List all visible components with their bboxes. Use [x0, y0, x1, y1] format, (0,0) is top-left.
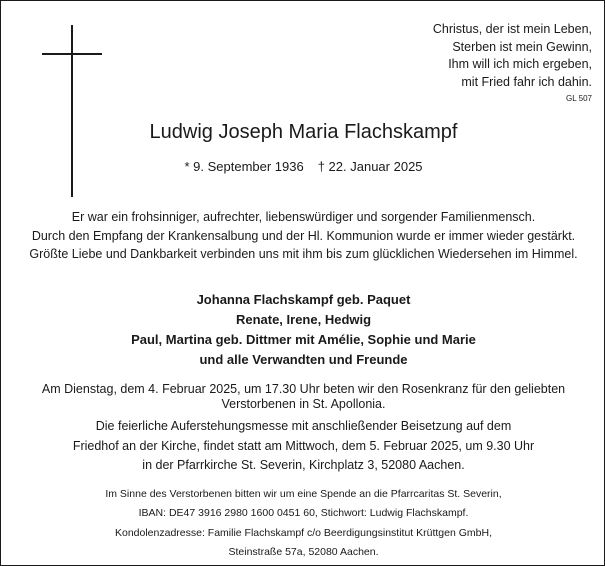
- rosary-line: Am Dienstag, dem 4. Februar 2025, um 17.30 Uhr beten wir den Rosenkranz für den geliebten: [41, 382, 566, 396]
- life-dates: [1, 159, 605, 174]
- mourner-line: Johanna Flachskampf geb. Paquet: [196, 292, 411, 307]
- donation-line: IBAN: DE47 3916 2980 1600 0451 60, Stichwort: Ludwig Flachskampf.: [138, 507, 469, 520]
- donation-line: Steinstraße 57a, 52080 Aachen.: [228, 545, 379, 558]
- mourners-list: [1, 290, 605, 370]
- mourner-line: Renate, Irene, Hedwig: [235, 312, 372, 327]
- verse-line: Ihm will ich mich ergeben,: [448, 57, 592, 71]
- donation-line: Im Sinne des Verstorbenen bitten wir um eine Spende an die Pfarrcaritas St. Severin,: [105, 488, 502, 500]
- verse-reference: GL 507: [566, 94, 592, 103]
- mourner-line: Paul, Martina geb. Dittmer mit Amélie, Sophie und Marie: [131, 332, 476, 347]
- mass-line: in der Pfarrkirche St. Severin, Kirchplatz 3, 52080 Aachen.: [142, 458, 465, 472]
- donation-info: [1, 485, 605, 562]
- verse-line: mit Fried fahr ich dahin.: [461, 74, 592, 89]
- mass-line: Friedhof an der Kirche, findet statt am Mittwoch, dem 5. Februar 2025, um 9.30 Uhr: [72, 438, 535, 453]
- verse-line: Christus, der ist mein Leben,: [432, 22, 592, 36]
- deceased-name: Ludwig Joseph Maria Flachskampf: [149, 121, 458, 143]
- verse-line: Sterben ist mein Gewinn,: [452, 39, 592, 54]
- tribute-line: Er war ein frohsinniger, aufrechter, liebenswürdiger und sorgender Familienmensch.: [71, 210, 536, 224]
- service-details: [1, 382, 605, 476]
- bible-verse: [433, 21, 592, 91]
- tribute-line: Durch den Empfang der Krankensalbung und der Hl. Kommunion wurde er immer wieder gestärkt.: [31, 228, 576, 243]
- tribute-line: Größte Liebe und Dankbarkeit verbinden uns mit ihm bis zum glücklichen Wiedersehen im Himmel.: [29, 247, 578, 261]
- rosary-line: Verstorbenen in St. Apollonia.: [221, 397, 386, 411]
- mourner-line: und alle Verwandten und Freunde: [199, 352, 408, 367]
- mass-line: Die feierliche Auferstehungsmesse mit anschließender Beisetzung auf dem: [95, 419, 512, 433]
- donation-line: Kondolenzadresse: Familie Flachskampf c/o Beerdigungsinstitut Krüttgen GmbH,: [114, 526, 492, 539]
- birth-date: * 9. September 1936: [184, 159, 304, 174]
- death-date: † 22. Januar 2025: [317, 159, 423, 174]
- tribute-text: [1, 208, 605, 264]
- cross-icon-crossbar: [42, 53, 102, 55]
